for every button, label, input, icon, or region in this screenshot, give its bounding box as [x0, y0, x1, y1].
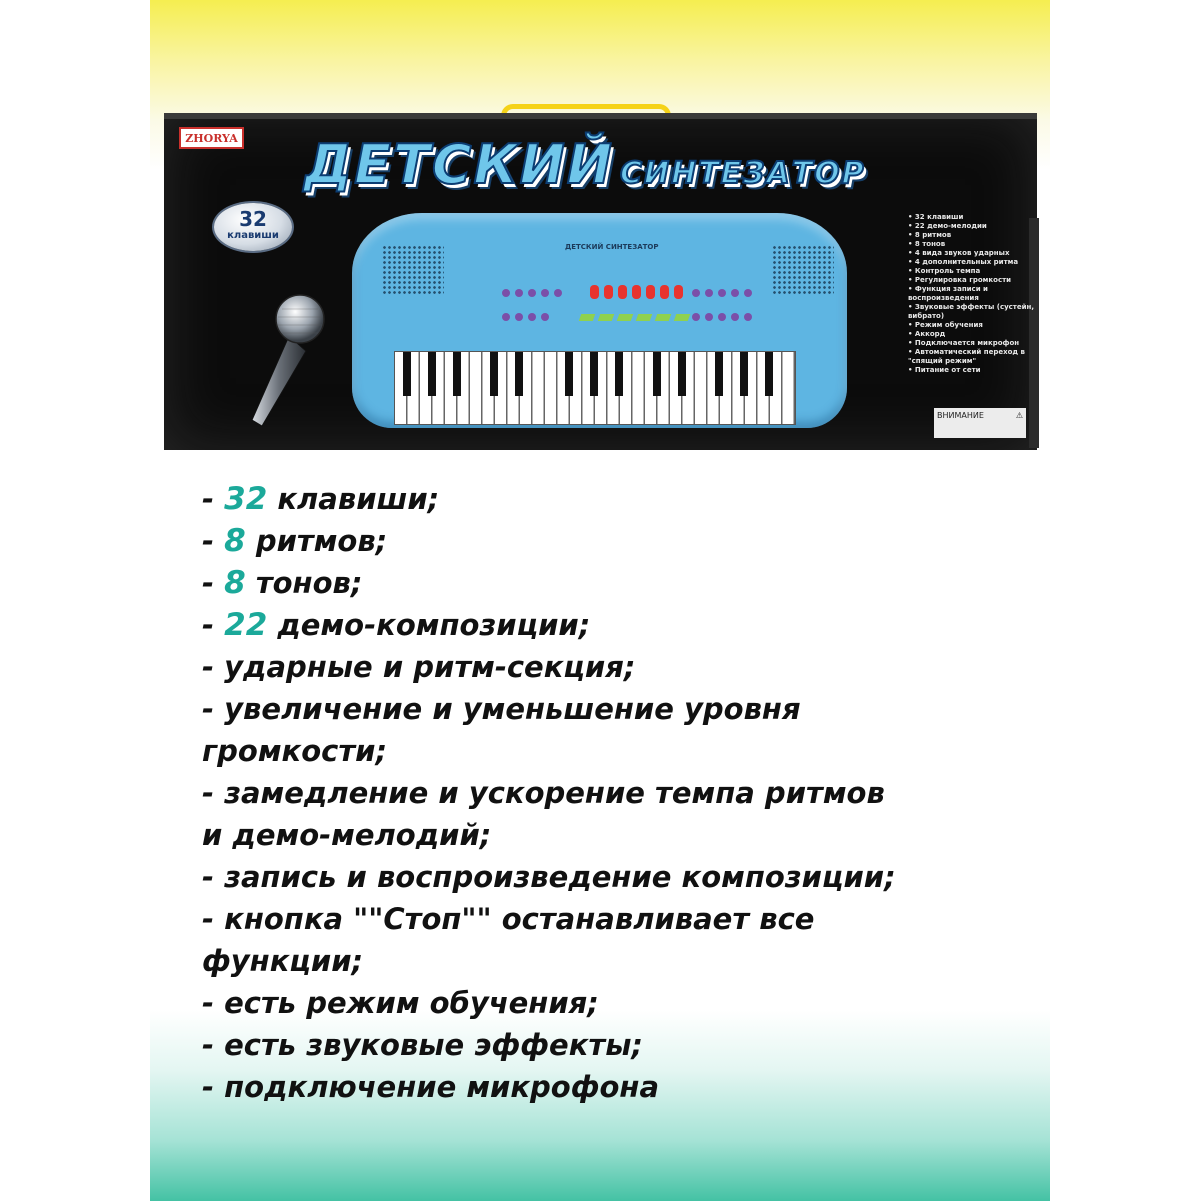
feature-item: функции; — [202, 944, 364, 978]
speaker-grille-left — [382, 245, 444, 295]
green-buttons-row — [580, 314, 689, 321]
box-title-word1: ДЕТСКИЙ — [304, 133, 614, 196]
feature-item: - увеличение и уменьшение уровня — [202, 692, 801, 726]
badge-number: 32 — [239, 207, 267, 231]
brand-logo: ZHORYA — [179, 127, 244, 149]
keys-count-badge — [214, 203, 292, 251]
feature-item: - замедление и ускорение темпа ритмов — [202, 776, 885, 810]
speaker-grille-right — [772, 245, 834, 295]
feature-item: - 8 тонов; — [202, 565, 363, 601]
keyboard-label: ДЕТСКИЙ СИНТЕЗАТОР — [565, 243, 659, 251]
warning-label — [934, 408, 1026, 438]
box-title-word2: СИНТЕЗАТОР — [619, 156, 866, 191]
feature-item: - подключение микрофона — [202, 1070, 660, 1104]
piano-keys — [394, 351, 796, 425]
box-top-edge — [164, 113, 1037, 119]
box-feature-list: • 32 клавиши • 22 демо-мелодии • 8 ритмов • 8 тонов • 4 вида звуков ударных • 4 дополнительных ритма • Контроль темпа • Регулировка громкости • Функция записи и воспроизведения • Звуковые эффекты (сустейн, вибрато) • Режим обучения • Аккорд • Подключается микрофон • Автоматический переход в "спящий режим" • Питание от сети — [908, 213, 1035, 374]
purple-buttons-row-2 — [692, 289, 752, 297]
red-buttons-row — [590, 285, 683, 299]
keyboard-illustration — [352, 213, 847, 428]
feature-item: - ударные и ритм-секция; — [202, 650, 636, 684]
product-panel — [150, 0, 1050, 1201]
purple-buttons-row-1 — [502, 289, 562, 297]
feature-item: - кнопка ""Стоп"" останавливает все — [202, 902, 815, 936]
warning-title: ВНИМАНИЕ — [937, 411, 984, 420]
feature-item: - есть режим обучения; — [202, 986, 599, 1020]
purple-buttons-row-4 — [692, 313, 752, 321]
warning-triangle-icon: ⚠ — [1015, 411, 1023, 420]
badge-word: клавиши — [227, 230, 279, 241]
feature-item: - 22 демо-композиции; — [202, 607, 591, 643]
purple-buttons-row-3 — [502, 313, 549, 321]
box-title — [304, 133, 866, 196]
feature-item: - 32 клавиши; — [202, 481, 440, 517]
feature-item: и демо-мелодий; — [202, 818, 492, 852]
feature-item: - 8 ритмов; — [202, 523, 388, 559]
feature-item: громкости; — [202, 734, 388, 768]
microphone-icon — [244, 291, 334, 431]
feature-item: - запись и воспроизведение композиции; — [202, 860, 896, 894]
product-box-photo — [164, 113, 1037, 450]
feature-item: - есть звуковые эффекты; — [202, 1028, 644, 1062]
feature-list — [202, 478, 1042, 1108]
